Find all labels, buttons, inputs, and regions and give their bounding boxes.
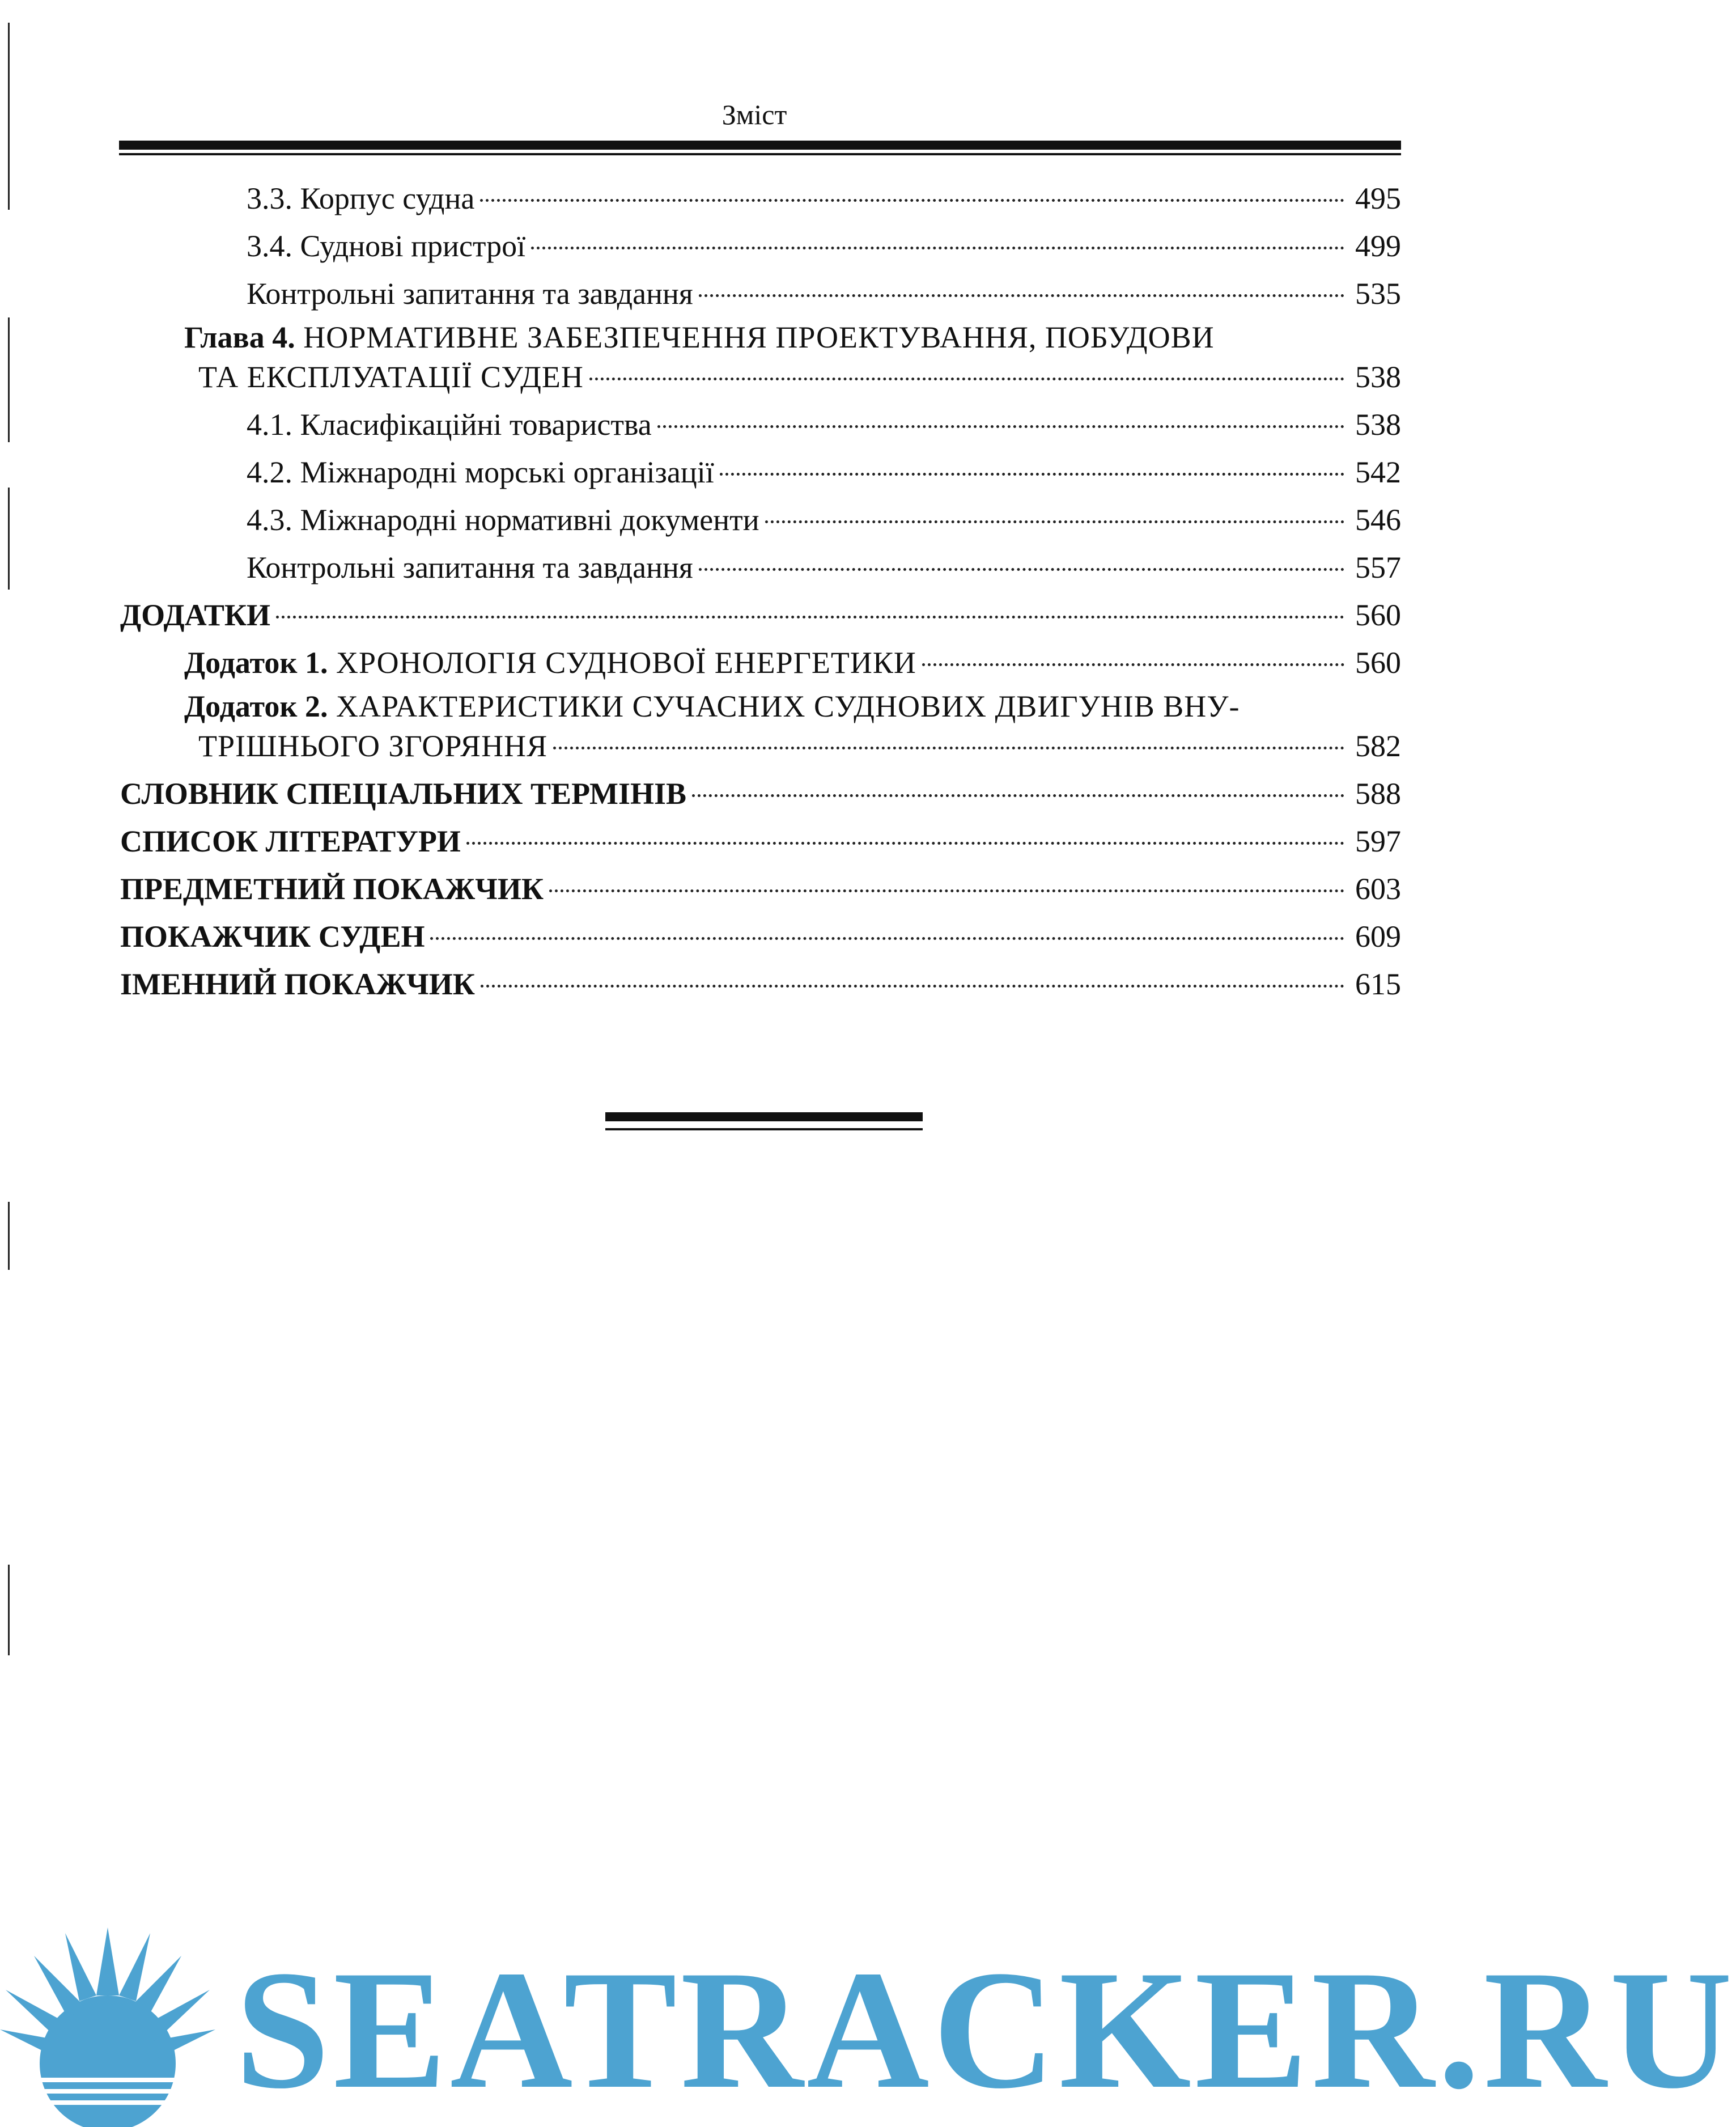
toc-entry-page: 535	[1355, 277, 1401, 311]
toc-entry-page: 546	[1355, 503, 1401, 537]
header-rule-thin	[119, 153, 1401, 155]
dot-leader	[549, 889, 1344, 892]
toc-entry[interactable]	[0, 401, 1509, 448]
toc-entry-page: 588	[1355, 777, 1401, 811]
toc-entry-label: НОРМАТИВНЕ ЗАБЕЗПЕЧЕННЯ ПРОЕКТУВАННЯ, ПОБУДОВИ	[295, 320, 1215, 354]
toc-entry-label: 3.4. Суднові пристрої	[247, 229, 526, 263]
dot-leader	[531, 247, 1344, 249]
dot-leader	[765, 520, 1344, 523]
toc-entry-section[interactable]	[0, 865, 1509, 913]
toc-entry-section[interactable]	[0, 913, 1509, 960]
toc-entry-page: 582	[1355, 729, 1401, 763]
dot-leader	[430, 937, 1344, 940]
toc-entry-prefix: Додаток 1.	[184, 646, 328, 680]
toc-entry-label: ПРЕДМЕТНИЙ ПОКАЖЧИК	[120, 872, 544, 906]
toc-entry-prefix: Додаток 2.	[184, 689, 328, 723]
toc-entry-label: 4.2. Міжнародні морські організації	[247, 455, 714, 489]
toc-entry[interactable]	[0, 270, 1509, 317]
toc-entry-page: 597	[1355, 824, 1401, 858]
toc-entry-page: 603	[1355, 872, 1401, 906]
toc-entry-chapter-cont[interactable]	[0, 353, 1509, 401]
toc-entry-section[interactable]	[0, 817, 1509, 865]
toc-entry-label: СЛОВНИК СПЕЦІАЛЬНИХ ТЕРМІНІВ	[120, 777, 687, 811]
toc-entry-appendix[interactable]	[0, 639, 1509, 687]
toc-entry-section[interactable]	[0, 770, 1509, 817]
dot-leader	[276, 616, 1344, 618]
toc-entry-label: 3.3. Корпус судна	[247, 181, 475, 215]
toc-entry-page: 499	[1355, 229, 1401, 263]
dot-leader	[553, 747, 1344, 749]
toc-entry-label: 4.3. Міжнародні нормативні документи	[247, 503, 759, 537]
dot-leader	[657, 425, 1344, 428]
toc-entry-label-cont: ТА ЕКСПЛУАТАЦІЇ СУДЕН	[198, 360, 584, 394]
end-rule-thin	[605, 1128, 923, 1130]
toc-entry[interactable]	[0, 544, 1509, 591]
toc-entry-page: 615	[1355, 967, 1401, 1001]
toc-entry[interactable]	[0, 448, 1509, 496]
page-title: Зміст	[721, 99, 787, 130]
toc-entry[interactable]	[0, 496, 1509, 544]
toc-entry-page: 538	[1355, 408, 1401, 442]
toc-entry-label: ХРОНОЛОГІЯ СУДНОВОЇ ЕНЕРГЕТИКИ	[328, 646, 916, 680]
dot-leader	[481, 985, 1344, 988]
toc-entry-label: ДОДАТКИ	[120, 598, 271, 632]
end-rule-thick	[605, 1112, 923, 1121]
toc-entry-page: 609	[1355, 920, 1401, 954]
toc-entry-page: 542	[1355, 455, 1401, 489]
toc-entry-label: Контрольні запитання та завдання	[247, 277, 693, 311]
toc-entry-label: ІМЕННИЙ ПОКАЖЧИК	[120, 967, 475, 1001]
toc-entry-label: 4.1. Класифікаційні товариства	[247, 408, 652, 442]
scan-edge-mark	[8, 1565, 10, 1655]
toc-entry-page: 495	[1355, 181, 1401, 215]
toc-entry-prefix: Глава 4.	[184, 320, 295, 354]
dot-leader	[720, 473, 1344, 476]
toc-entry-label-cont: ТРІШНЬОГО ЗГОРЯННЯ	[198, 729, 548, 763]
toc-entry-section[interactable]	[0, 960, 1509, 1008]
toc-entry[interactable]	[0, 222, 1509, 270]
dot-leader	[922, 663, 1344, 666]
toc-entry[interactable]	[0, 175, 1509, 222]
toc-entry-page: 560	[1355, 598, 1401, 632]
toc-entry-section[interactable]	[0, 591, 1509, 639]
toc-entry-label: Контрольні запитання та завдання	[247, 550, 693, 584]
dot-leader	[692, 794, 1344, 797]
watermark-text: SEATRACKER.RU	[235, 1935, 1736, 2124]
toc-entry-label: ПОКАЖЧИК СУДЕН	[120, 920, 425, 954]
scan-edge-mark	[8, 1202, 10, 1270]
toc-entry-label: ХАРАКТЕРИСТИКИ СУЧАСНИХ СУДНОВИХ ДВИГУНІВ ВНУ-	[328, 689, 1240, 723]
dot-leader	[699, 568, 1344, 571]
toc-entry-label: СПИСОК ЛІТЕРАТУРИ	[120, 824, 461, 858]
dot-leader	[480, 199, 1344, 202]
header-rule-thick	[119, 141, 1401, 150]
dot-leader	[589, 378, 1344, 380]
toc-entry-page: 538	[1355, 360, 1401, 394]
dot-leader	[466, 842, 1344, 845]
toc-entry-page: 557	[1355, 550, 1401, 584]
toc-entry-appendix-cont[interactable]	[0, 722, 1509, 770]
toc-entry-page: 560	[1355, 646, 1401, 680]
dot-leader	[699, 294, 1344, 297]
